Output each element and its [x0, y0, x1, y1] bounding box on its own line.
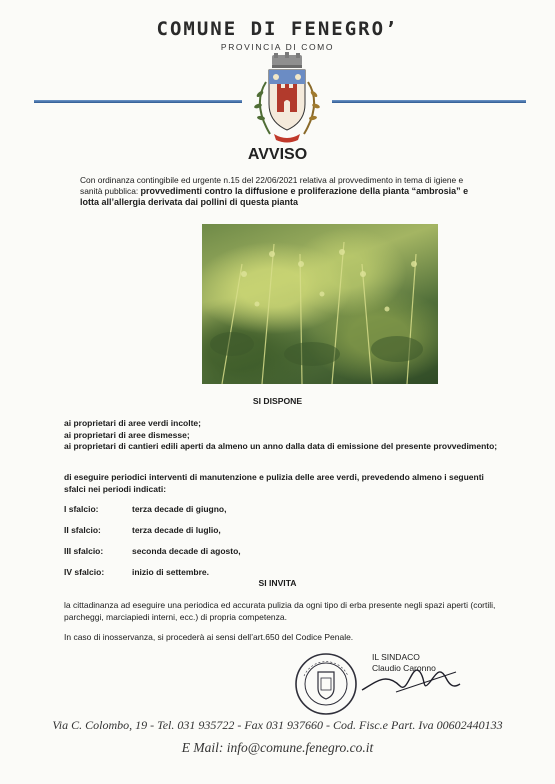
target-item: ai proprietari di aree verdi incolte;: [64, 418, 201, 428]
schedule-period-4: inizio di settembre.: [132, 567, 209, 577]
intro-bold-text: provvedimenti contro la diffusione e proliferazione della pianta “ambrosia” e lotta all’allergia derivata dai pollini di questa pianta: [80, 186, 469, 207]
header-rule-right: [332, 100, 526, 103]
schedule-label-3: III sfalcio:: [64, 546, 104, 556]
signature-name: Claudio Caronno: [372, 663, 436, 673]
invita-heading: SI INVITA: [258, 578, 297, 588]
official-stamp-icon: [294, 652, 358, 716]
schedule-period-1: terza decade di giugno,: [132, 504, 227, 514]
municipality-title: COMUNE DI FENEGRO’: [156, 18, 399, 40]
notice-title: AVVISO: [247, 146, 308, 163]
ambrosia-plant-photo: [202, 224, 438, 384]
dispone-heading: SI DISPONE: [252, 396, 303, 406]
header-rule-left: [34, 100, 242, 103]
ambrosia-foliage-icon: [202, 224, 438, 384]
signature-role: IL SINDACO: [372, 652, 420, 662]
dispone-instruction: di eseguire periodici interventi di manutenzione e pulizia delle aree verdi, prevedendo almeno i seguenti sfalci nei periodi indicati:: [64, 472, 484, 494]
coat-of-arms-icon: [244, 52, 330, 146]
province-subtitle: PROVINCIA DI COMO: [220, 42, 335, 52]
intro-plain-text: Con ordinanza contingibile ed urgente n.15 del 22/06/2021 relativa al provvedimento in tema di igiene e sanità pubblica:: [80, 175, 464, 196]
schedule-label-1: I sfalcio:: [64, 504, 99, 514]
footer-address: Via C. Colombo, 19 - Tel. 031 935722 - Fax 031 937660 - Cod. Fisc.e Part. Iva 00602440133: [52, 718, 503, 732]
notice-intro: [80, 175, 480, 208]
schedule-period-2: terza decade di luglio,: [132, 525, 221, 535]
penalty-text: In caso di inosservanza, si procederà ai sensi dell’art.650 del Codice Penale.: [64, 632, 354, 642]
dispone-targets: [64, 418, 504, 453]
invita-text: la cittadinanza ad eseguire una periodica ed accurata pulizia da ogni tipo di erba presente negli spazi aperti (cortili, parcheggi, marciapiedi interni, ecc.) di propria competenza.: [64, 600, 496, 622]
handwritten-signature: [356, 652, 466, 698]
schedule-period-3: seconda decade di agosto,: [132, 546, 241, 556]
target-item: ai proprietari di aree dismesse;: [64, 429, 190, 440]
schedule-label-2: II sfalcio:: [64, 525, 101, 535]
footer-email: E Mail: info@comune.fenegro.co.it: [181, 740, 374, 755]
target-item: ai proprietari di cantieri edili aperti da almeno un anno dalla data di emissione del presente provvedimento;: [64, 441, 498, 451]
schedule-label-4: IV sfalcio:: [64, 567, 105, 577]
